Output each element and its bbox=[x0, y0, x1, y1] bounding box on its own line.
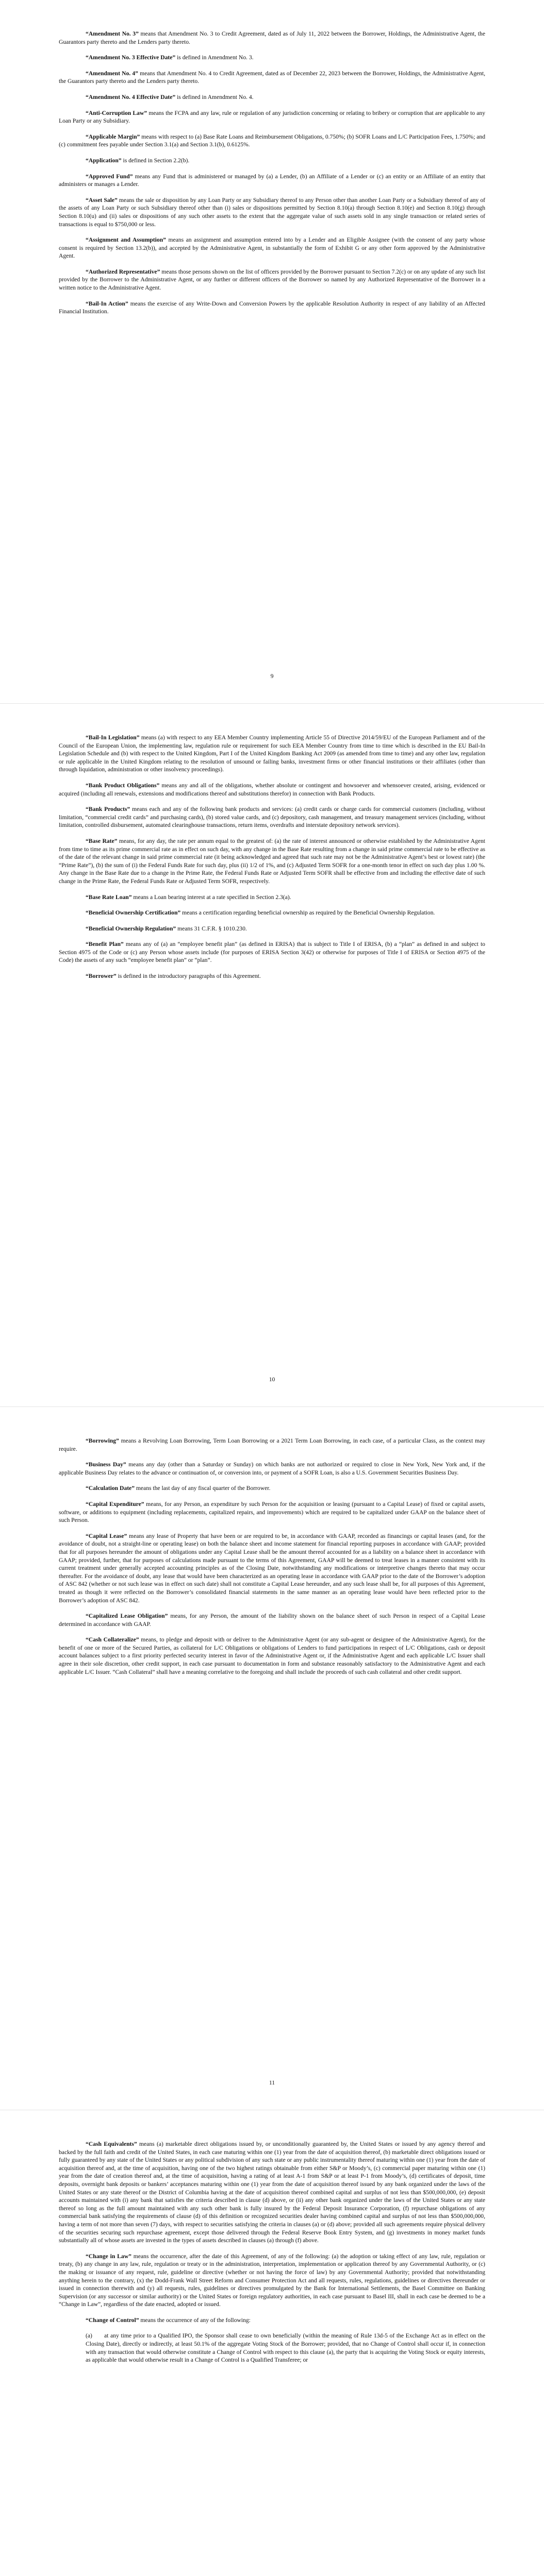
definition-paragraph bbox=[59, 70, 485, 86]
defined-term: “Beneficial Ownership Regulation” bbox=[86, 925, 176, 932]
definition-paragraph bbox=[59, 2316, 485, 2325]
definition-text: means each and any of the following bank products and services: (a) credit cards or charge cards for commercial customers (including, without limitation, “commercial credit cards” and purchasing cards), (b) stored value cards, and (c) depository, cash management, and treasury management services (including, without limitation, controlled disbursement, automated clearinghouse transactions, return items, overdrafts and interstate depository network services). bbox=[59, 806, 485, 829]
defined-term: “Asset Sale” bbox=[86, 196, 118, 204]
defined-term: “Business Day” bbox=[86, 1461, 126, 1468]
defined-term: “Amendment No. 3 Effective Date” bbox=[86, 54, 176, 61]
definition-paragraph bbox=[59, 782, 485, 798]
definition-paragraph bbox=[59, 2252, 485, 2309]
defined-term: “Cash Collateralize” bbox=[86, 1636, 139, 1643]
definition-text: means any Fund that is administered or managed by (a) a Lender, (b) an Affiliate of a Lender or (c) an entity or an Affiliate of an entity that administers or manages a Lender. bbox=[59, 173, 486, 188]
definition-paragraph bbox=[59, 1500, 485, 1524]
definition-paragraph bbox=[59, 909, 485, 917]
defined-term: “Borrower” bbox=[86, 973, 117, 980]
definition-text: means the last day of any fiscal quarter of the Borrower. bbox=[135, 1485, 271, 1492]
definition-paragraph bbox=[59, 1532, 485, 1604]
definition-paragraph bbox=[59, 1461, 485, 1477]
defined-term: “Authorized Representative” bbox=[86, 268, 160, 275]
definition-text: means (a) with respect to any EEA Member Country implementing Article 55 of Directive 2014/59/EU of the European Parliament and of the Council of the European Union, the implementing law, regulation rule or requirement for such EEA Member Country from time to time which is described in the EU Bail-In Legislation Schedule and (b) with respect to the United Kingdom, Part I of the United Kingdom Banking Act 2009 (as amended from time to time) and any other law, regulation or rule applicable in the United Kingdom relating to the resolution of unsound or failing banks, investment firms or other financial institutions or their affiliates (other than through liquidation, administration or other insolvency proceedings). bbox=[59, 734, 485, 773]
definition-paragraph bbox=[59, 805, 485, 829]
page bbox=[0, 703, 544, 1406]
defined-term: “Capitalized Lease Obligation” bbox=[86, 1613, 168, 1620]
page bbox=[0, 0, 544, 703]
definition-paragraph bbox=[59, 196, 485, 228]
definition-paragraph bbox=[59, 1437, 485, 1453]
defined-term: “Capital Lease” bbox=[86, 1532, 127, 1539]
definition-text: means that Amendment No. 3 to Credit Agreement, dated as of July 11, 2022 between the Borrower, Holdings, the Administrative Agent, the Guarantors party thereto and the Lenders party thereto. bbox=[59, 30, 485, 45]
definition-text: means an assignment and assumption entered into by a Lender and an Eligible Assignee (with the consent of any party whose consent is required by Section 13.2(b)), and accepted by the Administrative Agent, in substantially the form of Exhibit G or any other form approved by the Administrative Agent. bbox=[59, 236, 485, 260]
defined-term: “Assignment and Assumption” bbox=[86, 236, 166, 244]
definition-text: is defined in Amendment No. 3. bbox=[175, 54, 254, 61]
page-number: 11 bbox=[269, 2079, 275, 2086]
definition-text: means a Revolving Loan Borrowing, Term Loan Borrowing or a 2021 Term Loan Borrowing, in each case, of a particular Class, as the context may require. bbox=[59, 1437, 485, 1452]
definition-paragraph bbox=[59, 972, 485, 980]
defined-term: “Applicable Margin” bbox=[86, 133, 140, 140]
definition-paragraph bbox=[59, 54, 485, 62]
defined-term: “Application” bbox=[86, 157, 122, 164]
definition-text: is defined in Amendment No. 4. bbox=[175, 93, 254, 100]
definition-text: means those persons shown on the list of officers provided by the Borrower pursuant to Section 7.2(c) or on any update of any such list provided by the Borrower to the Administrative Agent, or any further or different officers of the Borrower so named by any Authorized Representative of the Borrower in a written notice to the Administrative Agent. bbox=[59, 268, 485, 292]
definition-paragraph bbox=[59, 1484, 485, 1493]
defined-term: “Amendment No. 4” bbox=[86, 70, 138, 77]
defined-term: “Calculation Date” bbox=[86, 1485, 135, 1492]
definition-text: means with respect to (a) Base Rate Loans and Reimbursement Obligations, 0.750%; (b) SOFR Loans and L/C Participation Fees, 1.750%; and (c) commitment fees payable under Section 3.1(a) and Section 3.1(b), 0.6125%. bbox=[59, 133, 485, 148]
definition-paragraph bbox=[59, 268, 485, 292]
clause-text: at any time prior to a Qualified IPO, the Sponsor shall cease to own beneficially (within the meaning of Rule 13d-5 of the Exchange Act as in effect on the Closing Date), directly or indirectly, at least 50.1% of the aggregate Voting Stock of the Borrower; provided, that no Change of Control shall occur if, in connection with any transaction that would otherwise constitute a Change of Control with respect to this clause (a), the party that is acquiring the Voting Stock or equity interests, as applicable that would otherwise result in a Change of Control is a Qualified Transferee; or bbox=[86, 2332, 485, 2364]
definition-text: means any of (a) an “employee benefit plan” (as defined in ERISA) that is subject to Title I of ERISA, (b) a “plan” as defined in and subject to Section 4975 of the Code or (c) any Person whose assets include (for purposes of ERISA Section 3(42) or otherwise for purposes of Title I of ERISA or Section 4975 of the Code) the assets of any such “employee benefit plan” or “plan”. bbox=[59, 941, 485, 964]
defined-term: “Bail-In Legislation” bbox=[86, 734, 140, 741]
defined-term: “Base Rate Loan” bbox=[86, 893, 132, 901]
defined-term: “Change of Control” bbox=[86, 2316, 139, 2324]
defined-term: “Borrowing” bbox=[86, 1437, 119, 1444]
definition-paragraph bbox=[59, 837, 485, 886]
defined-term: “Benefit Plan” bbox=[86, 941, 124, 948]
page-number: 9 bbox=[270, 673, 274, 680]
defined-term: “Anti-Corruption Law” bbox=[86, 109, 147, 116]
defined-term: “Beneficial Ownership Certification” bbox=[86, 909, 181, 917]
definition-text: means, to pledge and deposit with or deliver to the Administrative Agent (or any sub-agent or designee of the Administrative Agent), for the benefit of one or more of the Secured Parties, as collateral for L/C Obligations or obligations of Lenders to fund participations in respect of L/C Obligations, cash or deposit account balances subject to a first priority perfected security interest in favor of the Administrative Agent or, if the Administrative Agent and each applicable L/C Issuer shall agree in their sole discretion, other credit support, in each case pursuant to documentation in form and substance reasonably satisfactory to the Administrative Agent and each applicable L/C Issuer. “Cash Collateral” shall have a meaning correlative to the foregoing and shall include the proceeds of such cash collateral and other credit support. bbox=[59, 1636, 485, 1675]
defined-term: “Amendment No. 4 Effective Date” bbox=[86, 93, 176, 100]
definition-text: means the sale or disposition by any Loan Party or any Subsidiary thereof to any Person other than another Loan Party or a Subsidiary thereof of any of the assets of any Loan Party or such Subsidiary thereof other than (i) sales or dispositions permitted by Section 8.10(a) through Section 8.10(e) and Section 8.10(g) through Section 8.10(u) and (ii) sales or dispositions of any such other assets to the extent that the aggregate value of such assets sold in any single transaction or related series of transactions is equal to $750,000 or less. bbox=[59, 196, 486, 228]
defined-term: “Cash Equivalents” bbox=[86, 2141, 137, 2147]
definition-text: means the exercise of any Write-Down and Conversion Powers by the applicable Resolution Authority in respect of any liability of an Affected Financial Institution. bbox=[59, 300, 485, 315]
definition-text: means the FCPA and any law, rule or regulation of any jurisdiction concerning or relating to bribery or corruption that are applicable to any Loan Party or any Subsidiary. bbox=[59, 109, 485, 125]
definition-text: means any lease of Property that have been or are required to be, in accordance with GAAP, recorded as financings or capital leases (and, for the avoidance of doubt, not a straight-line or operating lease) on both the balance sheet and income statement for financial reporting purposes in accordance with GAAP; provided that for all purposes hereunder the amount of obligations under any Capital Lease shall be the amount thereof accounted for as a liability on a balance sheet in accordance with GAAP; provided, further, that for purposes of calculations made pursuant to the terms of this Agreement, GAAP will be deemed to treat leases in a manner consistent with its current treatment under generally accepted accounting principles as of the Closing Date, notwithstanding any modifications or interpretive changes thereto that may occur thereafter. For the avoidance of doubt, any lease that would have been characterized as an operating lease in accordance with GAAP prior to the date of the Borrower’s adoption of ASC 842 (whether or not such lease was in effect on such date) shall not constitute a Capital Lease hereunder, and any such lease shall be, for all purposes of this Agreement, treated as though it were reflected on the Borrower’s consolidated financial statements in the same manner as an operating lease would have been reflected prior to the Borrower’s adoption of ASC 842. bbox=[59, 1532, 486, 1604]
definition-paragraph bbox=[59, 1612, 485, 1628]
definition-text: means (a) marketable direct obligations issued by, or unconditionally guaranteed by, the United States or issued by any agency thereof and backed by the full faith and credit of the United States, in each case maturing within one (1) year from the date of acquisition thereof, (b) marketable direct obligations issued or fully guaranteed by any state of the United States or any political subdivision of any such state or any public instrumentality thereof maturing within one (1) year from the date of acquisition thereof and, at the time of acquisition, having one of the two highest ratings obtainable from either S&P or Moody’s, (c) commercial paper maturing within one (1) year from the date of creation thereof and, at the time of acquisition, having a rating of at least A-1 from S&P or at least P-1 from Moody’s, (d) certificates of deposit, time deposits, overnight bank deposits or bankers’ acceptances maturing within one (1) year from the date of acquisition thereof issued by any bank organized under the laws of the United States or any state thereof or the District of Columbia having at the date of acquisition thereof combined capital and surplus of not less than $500,000,000, (e) deposit accounts maintained with (i) any bank that satisfies the criteria described in clause (d) above, or (ii) any other bank organized under the laws of the United States or any state thereof so long as the full amount maintained with any such other bank is fully insured by the Federal Deposit Insurance Corporation, (f) repurchase obligations of any commercial bank satisfying the requirements of clause (d) of this definition or recognized securities dealer having combined capital and surplus of not less than $500,000,000, having a term of not more than seven (7) days, with respect to securities satisfying the criteria in clauses (a) or (d) above; provided all such agreements require physical delivery of the securities securing such repurchase agreement, except those delivered through the Federal Reserve Book Entry System, and (g) investments in money market funds substantially all of whose assets are invested in the types of assets described in clauses (a) through (f) above. bbox=[59, 2141, 485, 2244]
defined-term: “Change in Law” bbox=[86, 2252, 131, 2260]
definition-paragraph bbox=[59, 173, 485, 189]
definition-paragraph bbox=[59, 300, 485, 316]
defined-term: “Capital Expenditure” bbox=[86, 1500, 144, 1507]
definition-paragraph bbox=[59, 30, 485, 46]
definition-text: means a Loan bearing interest at a rate specified in Section 2.3(a). bbox=[131, 893, 291, 901]
defined-term: “Amendment No. 3” bbox=[86, 30, 139, 37]
definition-text: means the occurrence of any of the following: bbox=[139, 2316, 251, 2324]
defined-term: “Bail-In Action” bbox=[86, 300, 128, 307]
definition-paragraph bbox=[59, 236, 485, 260]
definition-text: means 31 C.F.R. § 1010.230. bbox=[176, 925, 247, 932]
definition-paragraph bbox=[59, 93, 485, 101]
clause-item bbox=[86, 2332, 485, 2364]
page-number: 10 bbox=[269, 1376, 275, 1383]
defined-term: “Bank Products” bbox=[86, 806, 130, 813]
definition-text: means the occurrence, after the date of this Agreement, of any of the following: (a) the adoption or taking effect of any law, rule, regulation or treaty, (b) any change in any law, rule, regulation or treaty or in the administration, interpretation, implementation or application thereof by any Governmental Authority, or (c) the making or issuance of any request, rule, guideline or directive (whether or not having the force of law) by any Governmental Authority; provided that notwithstanding anything herein to the contrary, (x) the Dodd-Frank Wall Street Reform and Consumer Protection Act and all requests, rules, regulations, guidelines or directives thereunder or issued in connection therewith and (y) all requests, rules, guidelines or directives promulgated by the Bank for International Settlements, the Basel Committee on Banking Supervision (or any successor or similar authority) or the United States or foreign regulatory authorities, in each case pursuant to Basel III, shall in each case be deemed to be a “Change in Law”, regardless of the date enacted, adopted or issued. bbox=[59, 2252, 486, 2308]
definition-paragraph bbox=[59, 2140, 485, 2245]
definition-paragraph bbox=[59, 893, 485, 902]
defined-term: “Base Rate” bbox=[86, 837, 118, 844]
definition-paragraph bbox=[59, 1636, 485, 1676]
defined-term: “Bank Product Obligations” bbox=[86, 782, 160, 789]
definition-text: means, for any Person, the amount of the liability shown on the balance sheet of such Person in respect of a Capital Lease determined in accordance with GAAP. bbox=[59, 1613, 485, 1628]
clause-label: (a) bbox=[86, 2332, 92, 2340]
definition-text: means, for any day, the rate per annum equal to the greatest of: (a) the rate of interest announced or otherwise established by the Administrative Agent from time to time as its prime commercial rate as in effect on such day, with any change in the Base Rate resulting from a change in said prime commercial rate to be effective as of the date of the relevant change in said prime commercial rate (it being acknowledged and agreed that such rate may not be the Administrative Agent’s best or lowest rate) (the “Prime Rate”), (b) the sum of (i) the Federal Funds Rate for such day, plus (ii) 1/2 of 1%, and (c) Adjusted Term SOFR for a one-month tenor in effect on such day plus 1.00 %. Any change in the Base Rate due to a change in the Prime Rate, the Federal Funds Rate or Adjusted Term SOFR shall be effective from and including the effective date of such change in the Prime Rate, the Federal Funds Rate or Adjusted Term SOFR, respectively. bbox=[59, 837, 485, 885]
definition-text: means that Amendment No. 4 to Credit Agreement, dated as of December 22, 2023 between the Borrower, Holdings, the Administrative Agent, the Guarantors party thereto and the Lenders party thereto. bbox=[59, 70, 485, 85]
page bbox=[0, 2110, 544, 2576]
definition-paragraph bbox=[59, 940, 485, 964]
definition-text: is defined in Section 2.2(b). bbox=[121, 157, 190, 164]
definition-paragraph bbox=[59, 925, 485, 933]
definition-text: means a certification regarding beneficial ownership as required by the Beneficial Ownership Regulation. bbox=[180, 909, 435, 917]
page bbox=[0, 1406, 544, 2110]
definition-text: is defined in the introductory paragraphs of this Agreement. bbox=[116, 973, 261, 980]
defined-term: “Approved Fund” bbox=[86, 173, 133, 180]
definition-text: means any and all of the obligations, whether absolute or contingent and howsoever and whensoever created, arising, evidenced or acquired (including all renewals, extensions and modifications thereof and substitutions therefor) in connection with Bank Products. bbox=[59, 782, 485, 797]
definition-paragraph bbox=[59, 157, 485, 165]
definition-text: means any day (other than a Saturday or Sunday) on which banks are not authorized or required to close in New York, New York and, if the applicable Business Day relates to the advance or continuation of, or conversion into, or payment of a SOFR Loan, is also a U.S. Government Securities Business Day. bbox=[59, 1461, 485, 1476]
definition-paragraph bbox=[59, 133, 485, 149]
definition-paragraph bbox=[59, 734, 485, 774]
definition-text: means, for any Person, an expenditure by such Person for the acquisition or leasing (pursuant to a Capital Lease) of fixed or capital assets, software, or additions to equipment (including replacements, capitalized repairs, and improvements) which are required to be capitalized under GAAP on the balance sheet of such Person. bbox=[59, 1500, 486, 1524]
definition-paragraph bbox=[59, 109, 485, 125]
